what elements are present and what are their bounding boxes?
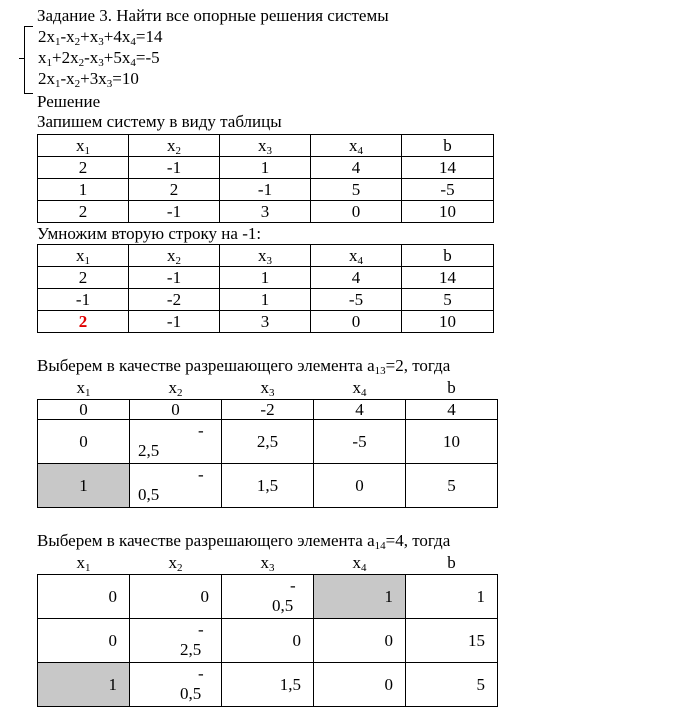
table-cell: 14 bbox=[402, 157, 494, 179]
table-2 bbox=[37, 244, 494, 333]
header-x1: $x_1$ bbox=[38, 377, 130, 399]
table-cell: - 0,5 bbox=[222, 574, 314, 618]
header-x1: $x_1$ bbox=[38, 135, 129, 157]
table-cell: 0 bbox=[38, 419, 130, 463]
table-row bbox=[38, 662, 498, 706]
table-cell: -1 bbox=[220, 179, 311, 201]
header-x2: $x_2$ bbox=[130, 552, 222, 574]
equation-3: $2x_1-x_2+3x_3=10$ bbox=[38, 69, 139, 90]
solution-label: Решение bbox=[37, 92, 101, 111]
header-b: b bbox=[402, 135, 494, 157]
table-row bbox=[38, 618, 498, 662]
pivot-cell: 2 bbox=[38, 311, 129, 333]
table-row bbox=[38, 157, 494, 179]
table-4 bbox=[37, 552, 498, 707]
header-b: b bbox=[406, 552, 498, 574]
table-cell: 4 bbox=[406, 399, 498, 419]
table-cell: -2 bbox=[129, 289, 220, 311]
header-x2: $x_2$ bbox=[129, 135, 220, 157]
table-header-row bbox=[38, 377, 498, 399]
table-cell: 1 bbox=[220, 157, 311, 179]
header-x2: $x_2$ bbox=[130, 377, 222, 399]
header-x1: $x_1$ bbox=[38, 245, 129, 267]
header-x1: $x_1$ bbox=[38, 552, 130, 574]
table-cell: -1 bbox=[129, 201, 220, 223]
header-x4: $x_4$ bbox=[314, 377, 406, 399]
table-cell: 4 bbox=[314, 399, 406, 419]
table-cell: 0 bbox=[311, 311, 402, 333]
table-cell: 0 bbox=[38, 574, 130, 618]
table-cell: - 2,5 bbox=[130, 618, 222, 662]
table-cell: 0 bbox=[38, 618, 130, 662]
table-cell: 0 bbox=[311, 201, 402, 223]
table-cell: 2 bbox=[38, 201, 129, 223]
table-cell: 0 bbox=[314, 618, 406, 662]
header-x3: $x_3$ bbox=[222, 552, 314, 574]
table-cell: 5 bbox=[402, 289, 494, 311]
table-cell: 10 bbox=[402, 311, 494, 333]
pivot-cell: 1 bbox=[38, 463, 130, 507]
header-b: b bbox=[402, 245, 494, 267]
table-cell: 2,5 bbox=[222, 419, 314, 463]
header-x4: $x_4$ bbox=[311, 245, 402, 267]
header-x3: $x_3$ bbox=[222, 377, 314, 399]
step-1-text: Умножим вторую строку на -1: bbox=[37, 224, 262, 243]
step-2-text: Выберем в качестве разрешающего элемента $a_{13}=2$, тогда bbox=[37, 356, 451, 377]
table-cell: 1 bbox=[38, 179, 129, 201]
table-cell: -1 bbox=[38, 289, 129, 311]
table-cell: 2 bbox=[129, 179, 220, 201]
table-cell: -1 bbox=[129, 267, 220, 289]
table-3 bbox=[37, 377, 498, 508]
table-row bbox=[38, 311, 494, 333]
table-cell: 1,5 bbox=[222, 463, 314, 507]
table-cell: 0 bbox=[222, 618, 314, 662]
table-cell: 0 bbox=[130, 399, 222, 419]
task-title: Задание 3. Найти все опорные решения системы bbox=[37, 6, 389, 25]
table-cell: 14 bbox=[402, 267, 494, 289]
header-x2: $x_2$ bbox=[129, 245, 220, 267]
table-cell: 5 bbox=[311, 179, 402, 201]
header-x4: $x_4$ bbox=[311, 135, 402, 157]
table-header-row bbox=[38, 245, 494, 267]
header-x3: $x_3$ bbox=[220, 135, 311, 157]
table-cell: 0 bbox=[314, 662, 406, 706]
table-cell: 4 bbox=[311, 157, 402, 179]
table-row bbox=[38, 179, 494, 201]
table-cell: 3 bbox=[220, 311, 311, 333]
table-cell: -5 bbox=[311, 289, 402, 311]
table-cell: 1 bbox=[406, 574, 498, 618]
table-1 bbox=[37, 134, 494, 223]
table-cell: - 2,5 bbox=[130, 419, 222, 463]
table-cell: 1,5 bbox=[222, 662, 314, 706]
table-row bbox=[38, 419, 498, 463]
table-cell: 1 bbox=[220, 289, 311, 311]
table-cell: 0 bbox=[130, 574, 222, 618]
table-cell: - 0,5 bbox=[130, 463, 222, 507]
step-3-text: Выберем в качестве разрешающего элемента $a_{14}=4$, тогда bbox=[37, 531, 451, 552]
system-brace-tick bbox=[19, 58, 25, 59]
table-cell: 10 bbox=[406, 419, 498, 463]
header-x4: $x_4$ bbox=[314, 552, 406, 574]
table-cell: - 0,5 bbox=[130, 662, 222, 706]
table-row bbox=[38, 267, 494, 289]
table-row bbox=[38, 399, 498, 419]
table-cell: 5 bbox=[406, 662, 498, 706]
table-cell: -1 bbox=[129, 157, 220, 179]
table-cell: 2 bbox=[38, 157, 129, 179]
table-cell: -2 bbox=[222, 399, 314, 419]
table-row bbox=[38, 289, 494, 311]
system-brace bbox=[24, 26, 33, 94]
equation-2: $x_1+2x_2-x_3+5x_4=-5$ bbox=[38, 48, 160, 69]
intro-text: Запишем систему в виду таблицы bbox=[37, 112, 282, 131]
table-cell: 3 bbox=[220, 201, 311, 223]
table-cell: 0 bbox=[314, 463, 406, 507]
table-row bbox=[38, 574, 498, 618]
table-cell: -5 bbox=[402, 179, 494, 201]
table-cell: 0 bbox=[38, 399, 130, 419]
table-cell: 1 bbox=[220, 267, 311, 289]
table-cell: -1 bbox=[129, 311, 220, 333]
table-header-row bbox=[38, 135, 494, 157]
header-x3: $x_3$ bbox=[220, 245, 311, 267]
table-row bbox=[38, 463, 498, 507]
table-cell: 5 bbox=[406, 463, 498, 507]
equation-1: $2x_1-x_2+x_3+4x_4=14$ bbox=[38, 27, 163, 48]
pivot-cell: 1 bbox=[314, 574, 406, 618]
table-cell: 15 bbox=[406, 618, 498, 662]
table-cell: 10 bbox=[402, 201, 494, 223]
header-b: b bbox=[406, 377, 498, 399]
table-row bbox=[38, 201, 494, 223]
table-cell: 4 bbox=[311, 267, 402, 289]
table-cell: -5 bbox=[314, 419, 406, 463]
table-header-row bbox=[38, 552, 498, 574]
table-cell: 2 bbox=[38, 267, 129, 289]
pivot-cell: 1 bbox=[38, 662, 130, 706]
